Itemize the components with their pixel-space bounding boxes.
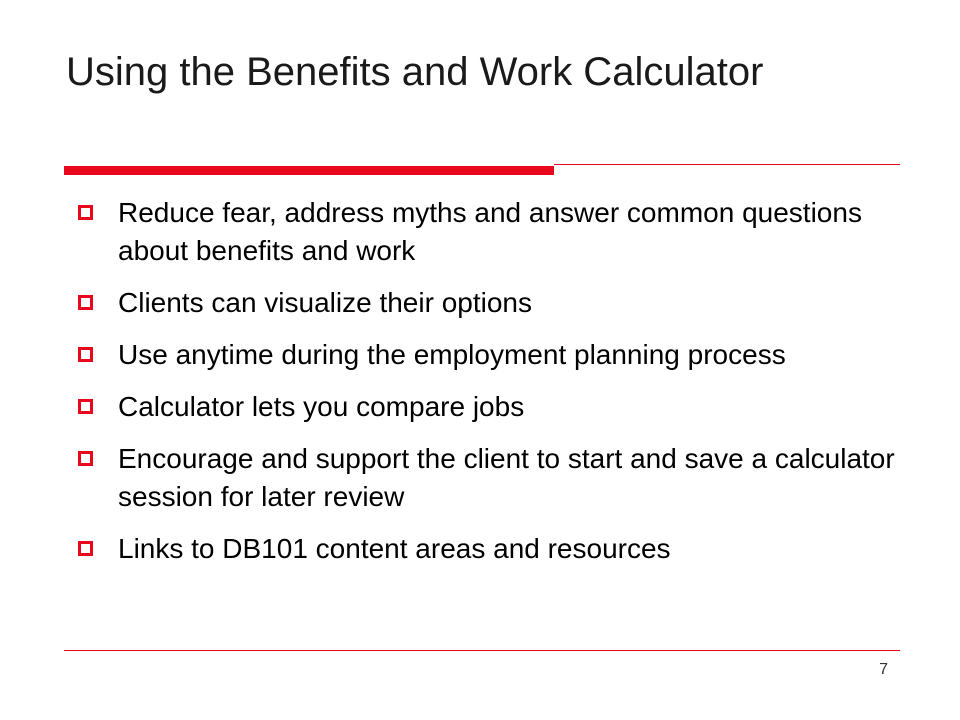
bullet-list	[76, 194, 896, 582]
bullet-text: Clients can visualize their options	[118, 287, 532, 318]
bullet-item	[76, 336, 896, 374]
square-bullet-icon	[78, 295, 93, 310]
page-number: 7	[879, 661, 888, 678]
square-bullet-icon	[78, 205, 93, 220]
square-bullet-icon	[78, 399, 93, 414]
bullet-item	[76, 194, 896, 270]
bullet-text: Use anytime during the employment planning process	[118, 339, 786, 370]
square-bullet-icon	[78, 451, 93, 466]
square-bullet-icon	[78, 541, 93, 556]
bullet-text: Links to DB101 content areas and resources	[118, 533, 671, 564]
bullet-text: Encourage and support the client to start and save a calculator session for later review	[118, 443, 895, 512]
title-underline-thick	[64, 166, 554, 175]
bullet-item	[76, 388, 896, 426]
bullet-text: Reduce fear, address myths and answer common questions about benefits and work	[118, 197, 862, 266]
bullet-item	[76, 440, 896, 516]
footer-divider	[64, 650, 900, 651]
bullet-item	[76, 530, 896, 568]
title-underline-thin	[554, 164, 900, 165]
slide-title: Using the Benefits and Work Calculator	[66, 50, 764, 94]
bullet-item	[76, 284, 896, 322]
bullet-text: Calculator lets you compare jobs	[118, 391, 525, 422]
square-bullet-icon	[78, 347, 93, 362]
